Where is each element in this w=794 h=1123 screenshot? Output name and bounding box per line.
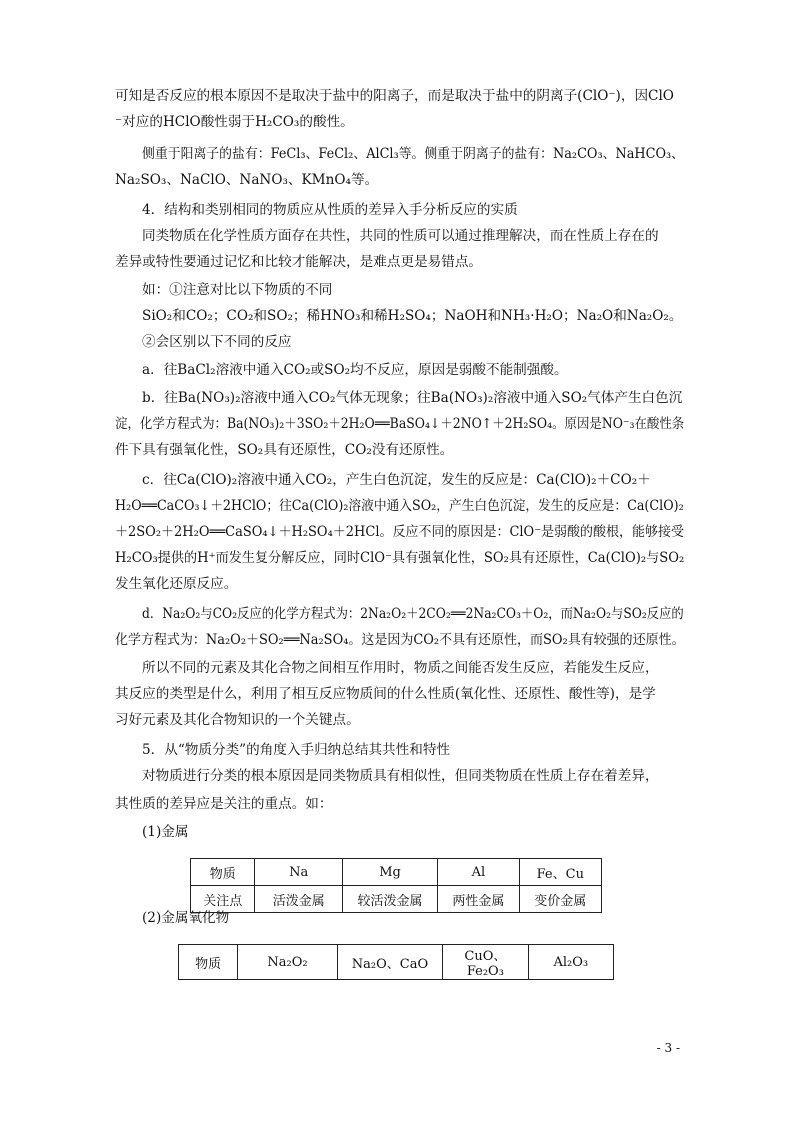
text-line: 同类物质在化学性质方面存在共性，共同的性质可以通过推理解决，而在性质上存在的 — [142, 228, 659, 244]
text-line: 所以不同的元素及其化合物之间相互作用时，物质之间能否发生反应，若能发生反应， — [142, 660, 659, 676]
table-cell: CuO、Fe₂O₃ — [443, 945, 528, 980]
text-line: ＋2SO₂＋2H₂O══CaSO₄↓＋H₂SO₄＋2HCl。反应不同的原因是：ClO⁻是弱酸的酸根，能够接受 — [115, 524, 685, 540]
text-line: H₂CO₃提供的H⁺而发生复分解反应，同时ClO⁻具有强氧化性，SO₂具有还原性，Ca(ClO)₂与SO₂ — [115, 550, 685, 566]
table-cell: Mg — [342, 859, 437, 886]
metal-oxide-table — [178, 944, 614, 980]
text-line: H₂O══CaCO₃↓＋2HClO；往Ca(ClO)₂溶液中通入SO₂，产生白色沉淀，发生的反应是：Ca(ClO)₂ — [115, 498, 684, 514]
table-cell: Na — [255, 859, 342, 886]
text-line: 发生氧化还原反应。 — [115, 576, 238, 592]
text-line: 件下具有强氧化性，SO₂具有还原性，CO₂没有还原性。 — [115, 442, 454, 458]
metal-table — [190, 858, 602, 913]
text-line: ⁻对应的HClO酸性弱于H₂CO₃的酸性。 — [115, 114, 354, 130]
text-line: 化学方程式为：Na₂O₂＋SO₂══Na₂SO₄。这是因为CO₂不具有还原性，而SO₂具有较强的还原性。 — [115, 632, 685, 648]
text-line: b．往Ba(NO₃)₂溶液中通入CO₂气体无现象；往Ba(NO₃)₂溶液中通入SO₂气体产生白色沉 — [142, 390, 683, 406]
text-line: ②会区别以下不同的反应 — [142, 334, 292, 350]
text-line: d．Na₂O₂与CO₂反应的化学方程式为：2Na₂O₂＋2CO₂══2Na₂CO₃＋O₂，而Na₂O₂与SO₂反应的 — [142, 606, 684, 622]
table-cell: 关注点 — [191, 886, 255, 913]
table-cell: Na₂O₂ — [238, 945, 337, 980]
text-line: 侧重于阳离子的盐有：FeCl₃、FeCl₂、AlCl₃等。侧重于阴离子的盐有：Na₂CO₃、NaHCO₃、 — [142, 146, 685, 162]
text-line: 可知是否反应的根本原因不是取决于盐中的阳离子，而是取决于盐中的阴离子(ClO⁻)，因ClO — [115, 88, 674, 104]
text-line: c．往Ca(ClO)₂溶液中通入CO₂，产生白色沉淀，发生的反应是：Ca(ClO)₂＋CO₂＋ — [142, 472, 651, 488]
text-line: 差异或特性要通过记忆和比较才能解决，是难点更是易错点。 — [115, 254, 483, 270]
table-cell: 变价金属 — [519, 886, 601, 913]
table-cell: 物质 — [179, 945, 238, 980]
table-row — [191, 886, 602, 913]
table-cell: Al₂O₃ — [528, 945, 613, 980]
text-line: (2)金属氧化物 — [142, 910, 230, 926]
text-line: 5．从“物质分类”的角度入手归纳总结其共性和特性 — [142, 742, 451, 758]
text-line: a．往BaCl₂溶液中通入CO₂或SO₂均不反应，原因是弱酸不能制强酸。 — [142, 362, 568, 378]
table-cell: 两性金属 — [438, 886, 520, 913]
text-line: 淀，化学方程式为：Ba(NO₃)₂＋3SO₂＋2H₂O══BaSO₄↓＋2NO↑＋2H₂SO₄。原因是NO⁻₃在酸性条 — [115, 416, 685, 432]
text-line: 其性质的差异应是关注的重点。如： — [115, 796, 333, 812]
table-cell: Al — [438, 859, 520, 886]
table-cell: 物质 — [191, 859, 255, 886]
text-line: 4．结构和类别相同的物质应从性质的差异入手分析反应的实质 — [142, 202, 518, 218]
table-row — [191, 859, 602, 886]
table-cell: Fe、Cu — [519, 859, 601, 886]
table-cell: Na₂O、CaO — [337, 945, 442, 980]
table-row — [179, 945, 614, 980]
page-number: - 3 - — [656, 1041, 680, 1055]
text-line: 如：①注意对比以下物质的不同 — [142, 282, 333, 298]
table-cell: 活泼金属 — [255, 886, 342, 913]
text-line: 习好元素及其化合物知识的一个关键点。 — [115, 712, 360, 728]
text-line: (1)金属 — [142, 824, 189, 840]
text-line: 其反应的类型是什么，利用了相互反应物质间的什么性质(氧化性、还原性、酸性等)，是学 — [115, 686, 656, 702]
text-line: 对物质进行分类的根本原因是同类物质具有相似性，但同类物质在性质上存在着差异， — [142, 768, 659, 784]
table-cell: 较活泼金属 — [342, 886, 437, 913]
text-line: Na₂SO₃、NaClO、NaNO₃、KMnO₄等。 — [115, 172, 379, 188]
text-line: SiO₂和CO₂；CO₂和SO₂；稀HNO₃和稀H₂SO₄；NaOH和NH₃·H₂O；Na₂O和Na₂O₂。 — [142, 308, 683, 324]
